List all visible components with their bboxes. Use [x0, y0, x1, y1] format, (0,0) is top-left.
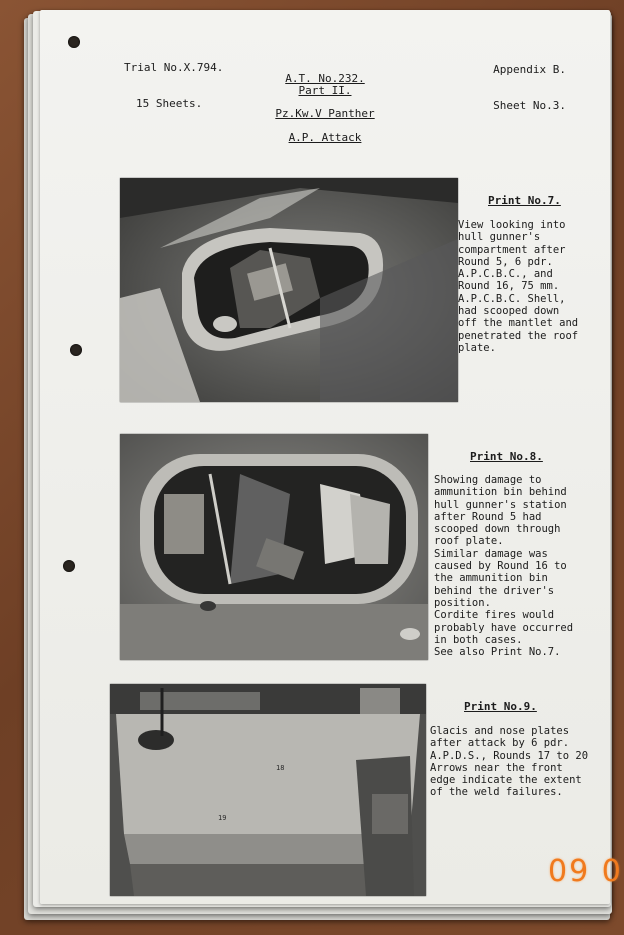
appendix-text: Appendix B. — [493, 63, 566, 76]
print-8-title: Print No.8. — [470, 450, 543, 463]
print-7-photo — [120, 178, 458, 402]
document-sheet — [40, 10, 610, 904]
ammunition-bin-photo-image — [120, 434, 428, 660]
glacis-plate-photo-image — [110, 684, 426, 896]
print-9-caption: Glacis and nose plates after attack by 6 pdr. A.P.D.S., Rounds 17 to 20 Arrows near the front edge indicate the extent of the weld failures. — [430, 725, 589, 799]
print-9-photo — [110, 684, 426, 896]
trial-number-text: Trial No.X.794. — [124, 61, 224, 74]
report-part: Part II. — [298, 84, 352, 97]
vehicle-title: Pz.Kw.V Panther — [275, 107, 375, 120]
report-number: A.T. No.232. — [285, 72, 365, 85]
punch-hole — [63, 560, 75, 572]
print-8-photo — [120, 434, 428, 660]
punch-hole — [70, 344, 82, 356]
hull-hatch-photo-image — [120, 178, 458, 402]
sheet-count-text: 15 Sheets. — [136, 97, 203, 110]
print-7-title: Print No.7. — [488, 194, 561, 207]
punch-hole — [68, 36, 80, 48]
sheet-number-text: Sheet No.3. — [493, 99, 566, 112]
round-18-label: 18 — [276, 764, 285, 772]
camera-date-stamp: 09 0 — [548, 854, 623, 889]
print-8-caption: Showing damage to ammunition bin behind hull gunner's station after Round 5 had scooped down through roof plate. Similar damage was caused by Round 16 to the ammunition bin behind the driver's position. Cordite fires would probably have occurred in both cases. See also Print No.7. — [434, 474, 574, 659]
print-7-caption: View looking into hull gunner's compartment after Round 5, 6 pdr. A.P.C.B.C., and Round 16, 75 mm. A.P.C.B.C. Shell, had scooped down off the mantlet and penetrated the roof plate. — [458, 219, 579, 354]
attack-title: A.P. Attack — [288, 131, 362, 144]
round-19-label: 19 — [218, 814, 227, 822]
print-9-title: Print No.9. — [464, 700, 537, 713]
